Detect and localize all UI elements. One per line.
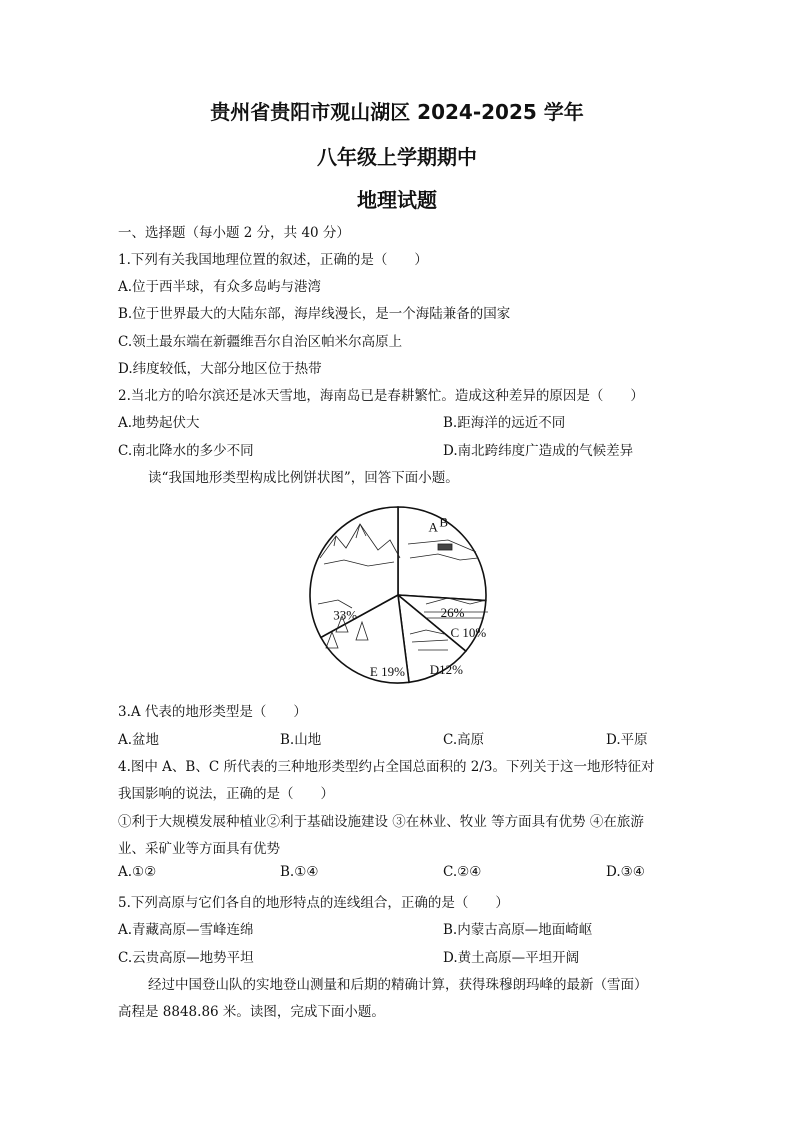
q5-stem: 5.下列高原与它们各自的地形特点的连线组合，正确的是（ ） xyxy=(118,895,509,911)
q4-option-d: D.③④ xyxy=(606,864,645,880)
q2-option-d: D.南北跨纬度广造成的气候差异 xyxy=(443,443,634,459)
pie-value-b: 26% xyxy=(440,605,465,620)
q4-stem-line1: 4.图中 A、B、C 所代表的三种地形类型约占全国总面积的 2/3。下列关于这一地形特征对 xyxy=(118,759,655,775)
q4-option-b: B.①④ xyxy=(280,864,319,880)
section-heading: 一、选择题（每小题 2 分，共 40 分） xyxy=(118,225,350,241)
q2-option-a: A.地势起伏大 xyxy=(118,415,200,431)
exam-title-line3: 地理试题 xyxy=(357,188,437,212)
q5-option-d: D.黄土高原—平坦开阔 xyxy=(443,950,580,966)
q3-option-a: A.盆地 xyxy=(118,732,160,748)
q5-option-b: B.内蒙古高原—地面崎岖 xyxy=(443,922,593,938)
terrain-pie-chart xyxy=(298,500,498,690)
q1-option-d: D.纬度较低，大部分地区位于热带 xyxy=(118,361,322,377)
reading-intro-2-line2: 高程是 8848.86 米。读图，完成下面小题。 xyxy=(118,1004,385,1020)
q1-option-a: A.位于西半球，有众多岛屿与港湾 xyxy=(118,279,322,295)
q3-option-d: D.平原 xyxy=(606,732,648,748)
exam-title-line1: 贵州省贵阳市观山湖区 2024-2025 学年 xyxy=(210,100,584,124)
q3-option-c: C.高原 xyxy=(443,732,485,748)
q4-option-c: C.②④ xyxy=(443,864,482,880)
q1-option-c: C.领土最东端在新疆维吾尔自治区帕米尔高原上 xyxy=(118,334,403,350)
q1-stem: 1.下列有关我国地理位置的叙述，正确的是（ ） xyxy=(118,252,428,268)
q4-statements-line2: 业、采矿业等方面具有优势 xyxy=(118,841,280,857)
q2-stem: 2.当北方的哈尔滨还是冰天雪地，海南岛已是春耕繁忙。造成这种差异的原因是（ ） xyxy=(118,388,644,404)
q4-option-a: A.①② xyxy=(118,864,157,880)
pie-label-b: B xyxy=(439,514,449,530)
q2-option-b: B.距海洋的远近不同 xyxy=(443,415,566,431)
q4-statements-line1: ①利于大规模发展种植业②利于基础设施建设 ③在林业、牧业 等方面具有优势 ④在旅游 xyxy=(118,814,644,830)
pie-value-a: 33% xyxy=(333,607,358,623)
q5-option-c: C.云贵高原—地势平坦 xyxy=(118,950,254,966)
q4-stem-line2: 我国影响的说法，正确的是（ ） xyxy=(118,786,334,802)
pie-label-a: A xyxy=(428,519,438,535)
pie-value-c: C 10% xyxy=(450,625,487,641)
q2-option-c: C.南北降水的多少不同 xyxy=(118,443,254,459)
q3-option-b: B.山地 xyxy=(280,732,322,748)
reading-intro-2-line1: 经过中国登山队的实地登山测量和后期的精确计算，获得珠穆朗玛峰的最新（雪面） xyxy=(148,977,648,993)
q5-option-a: A.青藏高原—雪峰连绵 xyxy=(118,922,254,938)
q1-option-b: B.位于世界最大的大陆东部，海岸线漫长，是一个海陆兼备的国家 xyxy=(118,306,511,322)
reading-intro-1: 读“我国地形类型构成比例饼状图”，回答下面小题。 xyxy=(148,470,459,486)
pie-value-d: D12% xyxy=(429,662,464,678)
exam-title-line2: 八年级上学期期中 xyxy=(317,145,477,169)
q3-stem: 3.A 代表的地形类型是（ ） xyxy=(118,704,307,720)
pie-value-e: E 19% xyxy=(369,663,405,679)
